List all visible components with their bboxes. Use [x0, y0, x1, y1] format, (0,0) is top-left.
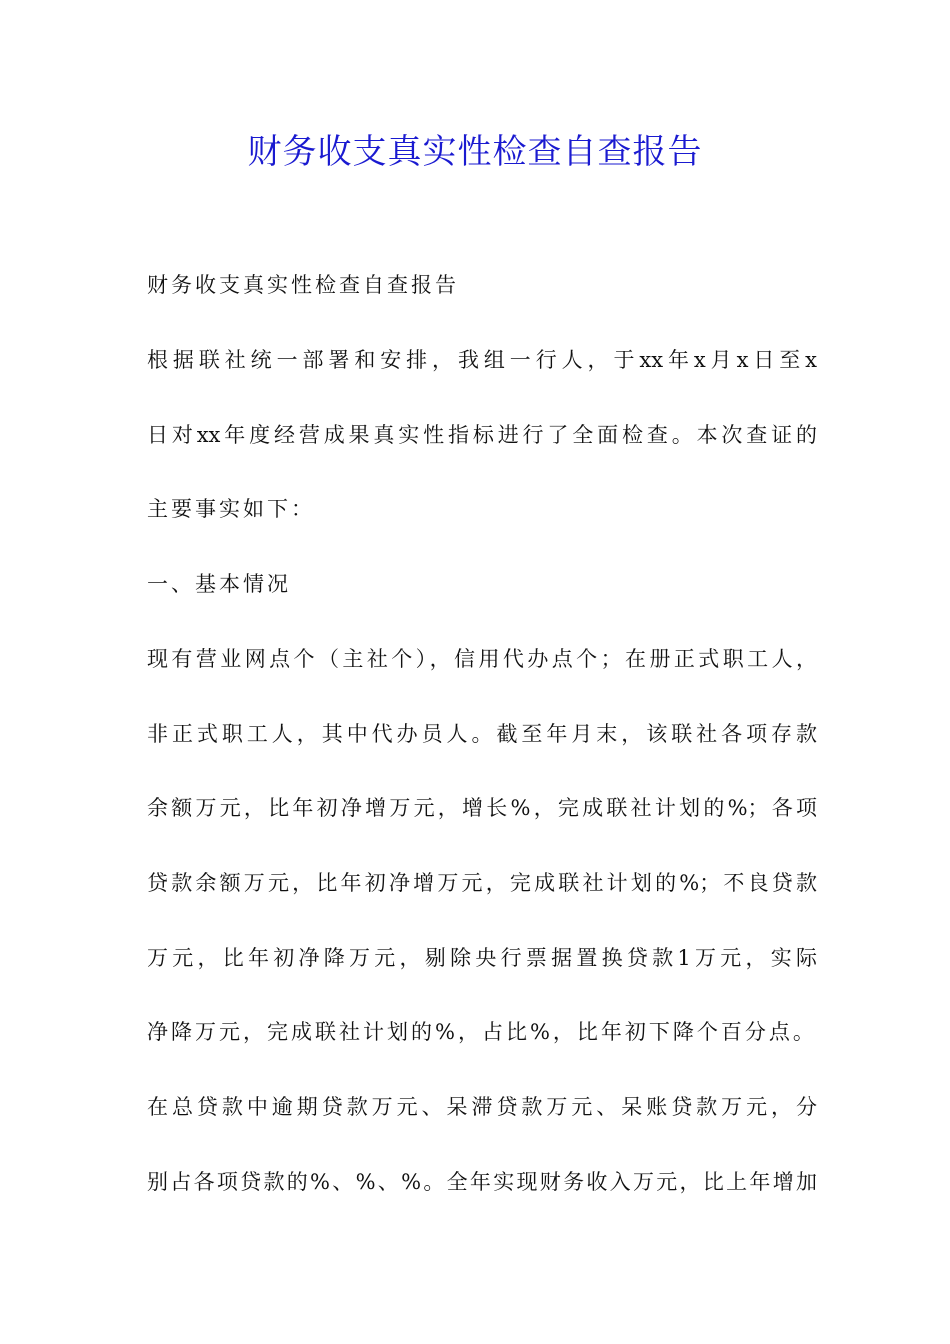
paragraph-line: 万元，比年初净降万元，剔除央行票据置换贷款1万元，实际	[147, 946, 817, 970]
paragraph-line: 主要事实如下：	[147, 497, 315, 521]
paragraph-line: 现有营业网点个（主社个），信用代办点个；在册正式职工人，	[147, 647, 817, 671]
document-title: 财务收支真实性检查自查报告	[247, 132, 703, 172]
paragraph-line: 净降万元，完成联社计划的%，占比%，比年初下降个百分点。	[147, 1020, 817, 1044]
paragraph-line: 非正式职工人，其中代办员人。截至年月末，该联社各项存款	[147, 722, 817, 746]
paragraph-line: 余额万元，比年初净增万元，增长%，完成联社计划的%；各项	[147, 796, 817, 820]
paragraph-line: 日对xx年度经营成果真实性指标进行了全面检查。本次查证的	[147, 423, 817, 447]
paragraph-line: 在总贷款中逾期贷款万元、呆滞贷款万元、呆账贷款万元，分	[147, 1095, 817, 1119]
paragraph-line: 别占各项贷款的%、%、%。全年实现财务收入万元，比上年增加	[147, 1170, 817, 1194]
paragraph-line: 贷款余额万元，比年初净增万元，完成联社计划的%；不良贷款	[147, 871, 817, 895]
paragraph-subtitle: 财务收支真实性检查自查报告	[147, 273, 459, 297]
paragraph-line: 根据联社统一部署和安排，我组一行人，于xx年x月x日至x	[147, 348, 817, 372]
section-heading: 一、基本情况	[147, 572, 291, 596]
